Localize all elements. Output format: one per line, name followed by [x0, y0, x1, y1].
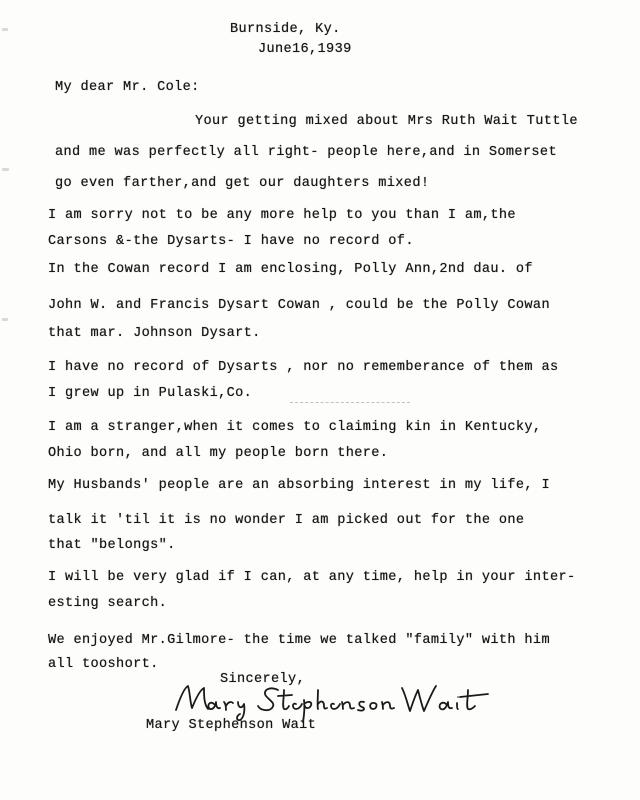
- typed-signature: Mary Stephenson Wait: [146, 718, 317, 733]
- body-line-9: I have no record of Dysarts , nor no rememberance of them as: [48, 360, 559, 375]
- salutation: My dear Mr. Cole:: [55, 80, 200, 95]
- body-line-18: We enjoyed Mr.Gilmore- the time we talked "family" with him: [48, 633, 550, 648]
- body-line-7: John W. and Francis Dysart Cowan , could be the Polly Cowan: [48, 298, 550, 313]
- body-line-6: In the Cowan record I am enclosing, Polly Ann,2nd dau. of: [48, 262, 533, 277]
- punch-mark-bottom: [2, 318, 8, 321]
- body-line-14: talk it 'til it is no wonder I am picked out for the one: [48, 513, 525, 528]
- body-line-13: My Husbands' people are an absorbing interest in my life, I: [48, 478, 550, 493]
- body-line-19: all tooshort.: [48, 657, 159, 672]
- body-line-1: Your getting mixed about Mrs Ruth Wait Tuttle: [195, 114, 578, 129]
- closing: Sincerely,: [220, 672, 306, 687]
- body-line-8: that mar. Johnson Dysart.: [48, 326, 261, 341]
- handwritten-signature: [170, 676, 500, 724]
- letter-place: Burnside, Ky.: [230, 22, 341, 37]
- body-line-16: I will be very glad if I can, at any time, help in your inter-: [48, 570, 576, 585]
- body-line-2: and me was perfectly all right- people here,and in Somerset: [55, 145, 557, 160]
- body-line-3: go even farther,and get our daughters mixed!: [55, 176, 430, 191]
- body-line-15: that "belongs".: [48, 538, 176, 553]
- punch-mark-top: [2, 28, 8, 31]
- letter-date: June16,1939: [258, 42, 352, 57]
- body-line-17: esting search.: [48, 596, 168, 611]
- punch-mark-middle: [2, 168, 9, 171]
- body-line-10: I grew up in Pulaski,Co.: [48, 386, 253, 401]
- body-line-11: I am a stranger,when it comes to claiming kin in Kentucky,: [48, 420, 542, 435]
- ink-smudge: [290, 402, 410, 411]
- body-line-4: I am sorry not to be any more help to you than I am,the: [48, 208, 516, 223]
- body-line-5: Carsons &-the Dysarts- I have no record of.: [48, 234, 414, 249]
- body-line-12: Ohio born, and all my people born there.: [48, 446, 389, 461]
